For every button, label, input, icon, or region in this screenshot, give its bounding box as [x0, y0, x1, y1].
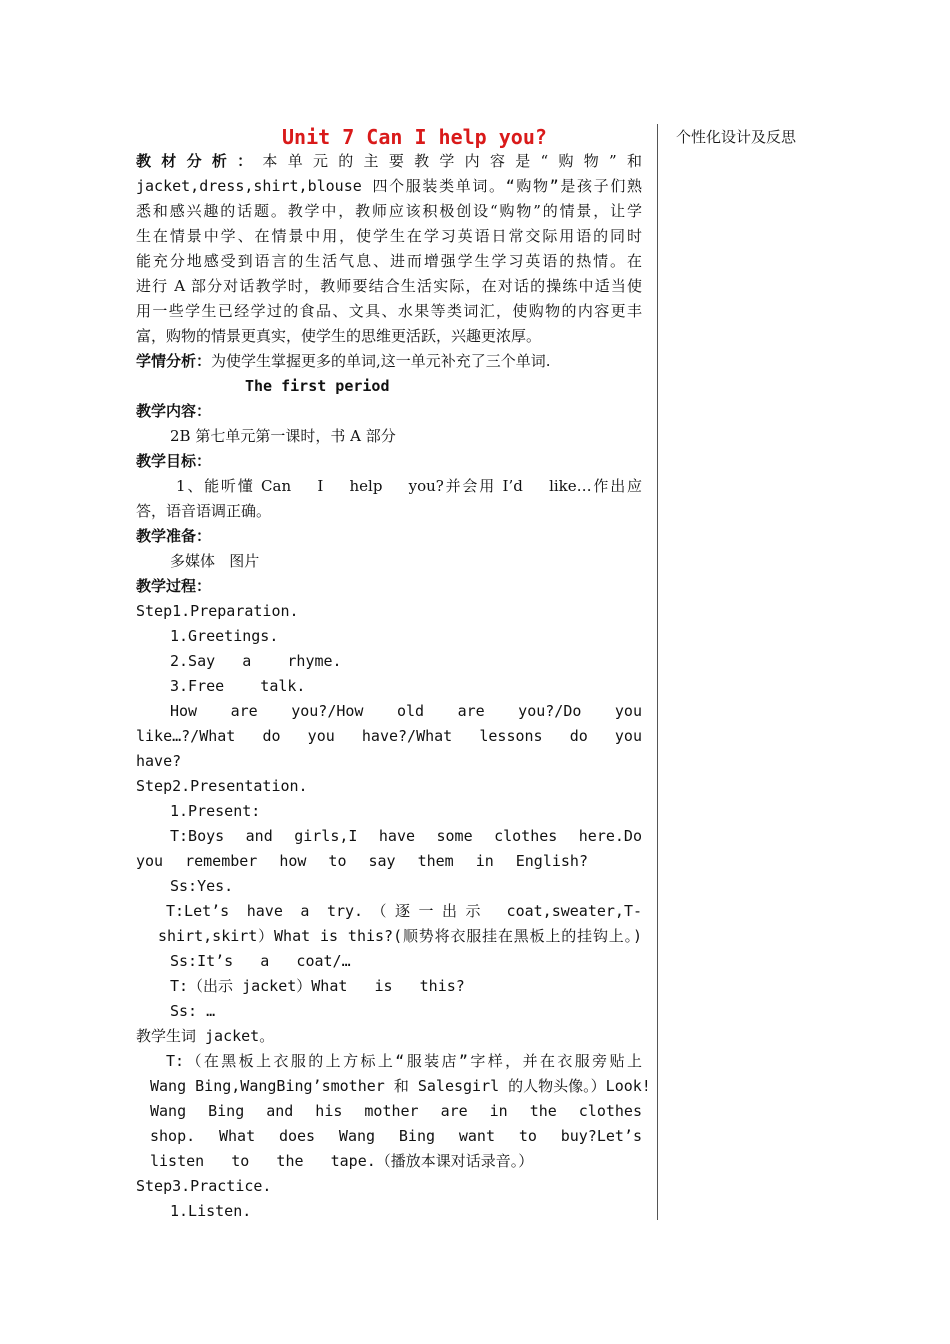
process-line: like…?/What do you have?/What lessons do you [136, 727, 642, 745]
process-line: shirt,skirt）What is this?(顺势将衣服挂在黑板上的挂钩上。) [158, 927, 642, 945]
analysis-line: 用一些学生已经学过的食品、文具、水果等类词汇，使购物的内容更丰 [136, 302, 642, 320]
process-line: Wang Bing,WangBing’smother 和 Salesgirl 的人物头像。）Look! [150, 1077, 651, 1095]
process-line: T:（出示 jacket）What is this? [170, 977, 465, 995]
process-line: shop. What does Wang Bing want to buy?Let’s [150, 1127, 642, 1145]
students-analysis [136, 350, 551, 372]
process-line: Wang Bing and his mother are in the clothes [150, 1102, 642, 1120]
prep-label: 教学准备： [136, 527, 212, 545]
analysis-line: 生在情景中学、在情景中用，使学生在学习英语日常交际用语的同时 [136, 227, 642, 245]
column-divider [657, 124, 658, 1220]
process-line: you remember how to say them in English? [136, 852, 588, 870]
process-line: T:Let’s have a try.（逐一出示 coat,sweater,T- [166, 902, 642, 920]
page-title: Unit 7 Can I help you? [282, 125, 547, 149]
analysis-first-line [136, 150, 642, 172]
period-heading: The first period [245, 377, 390, 395]
process-line: Step1.Preparation. [136, 602, 299, 620]
process-line: T:（在黑板上衣服的上方标上“服装店”字样，并在衣服旁贴上 [166, 1052, 642, 1070]
process-line: listen to the tape.（播放本课对话录音。） [150, 1152, 534, 1170]
process-line: 3.Free talk. [170, 677, 306, 695]
process-line: 1.Present: [170, 802, 261, 820]
analysis-label: 教材分析： [136, 152, 263, 170]
side-column-heading: 个性化设计及反思 [676, 128, 797, 146]
process-line: Ss:Yes. [170, 877, 234, 895]
process-line: 教学生词 jacket。 [136, 1027, 275, 1045]
process-line: Step3.Practice. [136, 1177, 272, 1195]
process-line: 1.Listen. [170, 1202, 252, 1220]
analysis-text: 本单元的主要教学内容是“购物”和 [262, 152, 642, 170]
goals-label: 教学目标： [136, 452, 212, 470]
process-label: 教学过程： [136, 577, 212, 595]
prep-text: 多媒体 图片 [170, 552, 260, 570]
analysis-line: 进行 A 部分对话教学时，教师要结合生活实际，在对话的操练中适当使 [136, 277, 642, 295]
process-line: Ss:It’s a coat/… [170, 952, 351, 970]
process-line: have? [136, 752, 182, 770]
analysis-line: 富，购物的情景更真实，使学生的思维更活跃，兴趣更浓厚。 [136, 327, 542, 345]
goal-line: 1、能听懂 Can I help you?并会用 I’d like…作出应 [176, 477, 642, 495]
content-text: 2B 第七单元第一课时，书 A 部分 [170, 427, 396, 445]
process-line: Step2.Presentation. [136, 777, 308, 795]
content-label: 教学内容： [136, 402, 212, 420]
students-text: 为使学生掌握更多的单词,这一单元补充了三个单词. [211, 352, 551, 370]
goal-line: 答，语音语调正确。 [136, 502, 272, 520]
analysis-line: 能充分地感受到语言的生活气息、进而增强学生学习英语的热情。在 [136, 252, 642, 270]
process-line: 1.Greetings. [170, 627, 279, 645]
analysis-line: jacket,dress,shirt,blouse 四个服装类单词。“购物”是孩子们熟 [136, 177, 642, 195]
process-line: How are you?/How old are you?/Do you [170, 702, 642, 720]
process-line: 2.Say a rhyme. [170, 652, 342, 670]
process-line: T:Boys and girls,I have some clothes here.Do [170, 827, 642, 845]
process-line: Ss: … [170, 1002, 216, 1020]
students-label: 学情分析： [136, 352, 212, 370]
analysis-line: 悉和感兴趣的话题。教学中，教师应该积极创设“购物”的情景，让学 [136, 202, 642, 220]
